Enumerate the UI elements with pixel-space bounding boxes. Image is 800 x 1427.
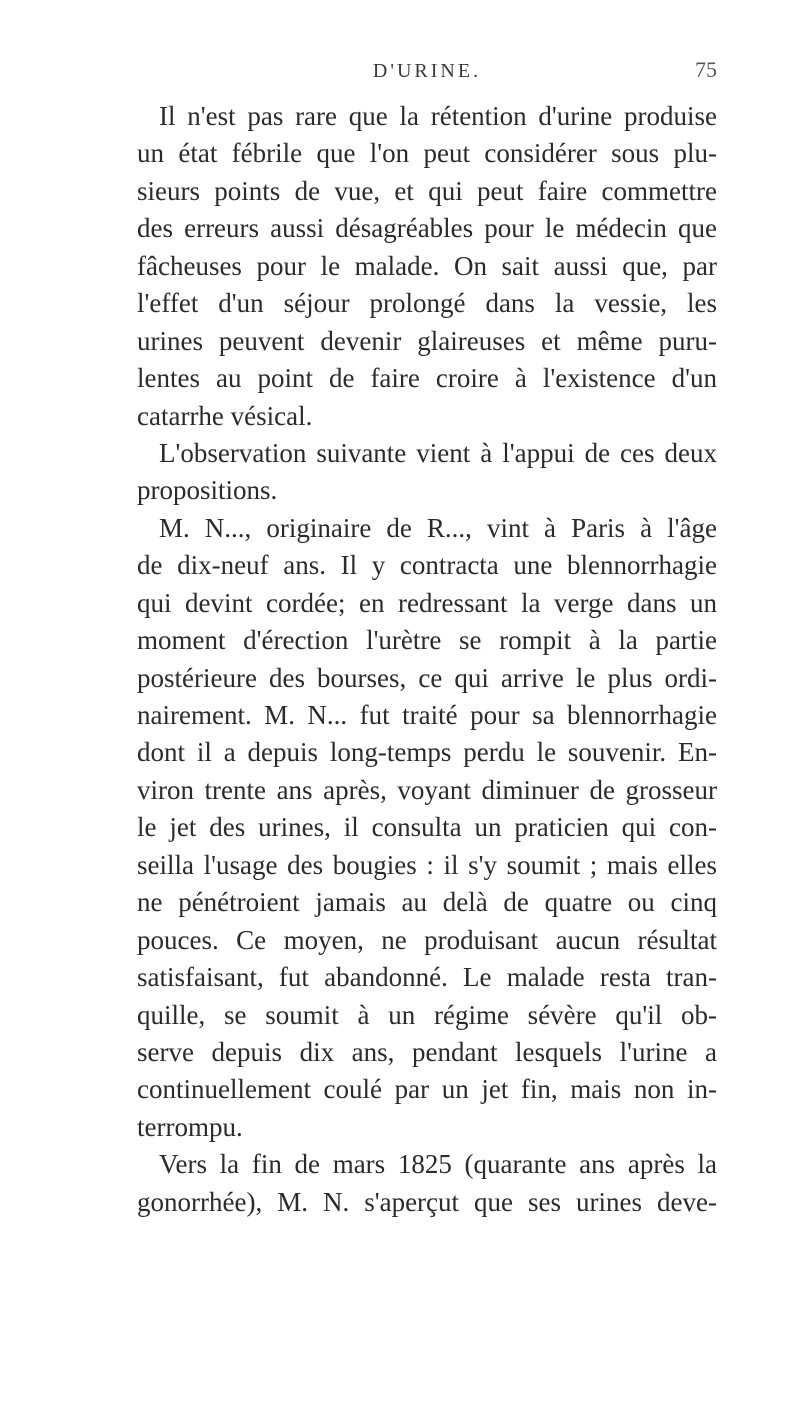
text-line: pouces. Ce moyen, ne produisant aucun résultat xyxy=(137,924,717,955)
page-number: 75 xyxy=(695,57,717,82)
text-line: terrompu. xyxy=(137,1111,243,1142)
text-line: continuellement coulé par un jet fin, mais non in- xyxy=(137,1074,717,1105)
text-line: qui devint cordée; en redressant la verge dans un xyxy=(137,587,717,618)
text-line: moment d'érection l'urètre se rompit à la partie xyxy=(137,625,717,656)
text-line: dont il a depuis long-temps perdu le souvenir. En- xyxy=(137,737,717,768)
text-line: sieurs points de vue, et qui peut faire commettre xyxy=(137,175,717,206)
body-text xyxy=(137,98,717,1221)
text-line: des erreurs aussi désagréables pour le médecin que xyxy=(137,213,717,244)
text-line: le jet des urines, il consulta un praticien qui con- xyxy=(137,812,717,843)
text-line: satisfaisant, fut abandonné. Le malade resta tran- xyxy=(137,962,717,993)
text-line: l'effet d'un séjour prolongé dans la vessie, les xyxy=(137,288,717,319)
text-line: nairement. M. N... fut traité pour sa blennorrhagie xyxy=(137,700,717,730)
text-line: serve depuis dix ans, pendant lesquels l'urine a xyxy=(137,1036,717,1067)
text-line: Il n'est pas rare que la rétention d'urine produise xyxy=(159,101,717,131)
text-line: gonorrhée), M. N. s'aperçut que ses urines deve- xyxy=(137,1186,717,1217)
text-line: catarrhe vésical. xyxy=(137,400,313,431)
text-line: ne pénétroient jamais au delà de quatre ou cinq xyxy=(137,887,717,918)
text-line: Vers la fin de mars 1825 (quarante ans après la xyxy=(159,1149,717,1180)
text-line: viron trente ans après, voyant diminuer de grosseur xyxy=(137,774,717,805)
running-head-title: D'URINE. xyxy=(372,60,482,82)
text-line: L'observation suivante vient à l'appui de ces deux xyxy=(159,437,717,468)
text-line: M. N..., originaire de R..., vint à Paris à l'âge xyxy=(159,512,717,543)
running-head xyxy=(137,57,717,90)
text-line: lentes au point de faire croire à l'existence d'un xyxy=(137,363,717,394)
text-line: de dix-neuf ans. Il y contracta une blennorrhagie xyxy=(137,550,717,581)
text-line: seilla l'usage des bougies : il s'y soumit ; mais elles xyxy=(137,849,717,880)
text-line: quille, se soumit à un régime sévère qu'il ob- xyxy=(137,999,717,1030)
text-line: postérieure des bourses, ce qui arrive le plus ordi- xyxy=(137,662,717,693)
text-line: un état fébrile que l'on peut considérer sous plu- xyxy=(137,138,717,169)
text-line: fâcheuses pour le malade. On sait aussi que, par xyxy=(137,250,717,281)
text-line: propositions. xyxy=(137,475,278,506)
text-line: urines peuvent devenir glaireuses et même puru- xyxy=(137,325,717,356)
